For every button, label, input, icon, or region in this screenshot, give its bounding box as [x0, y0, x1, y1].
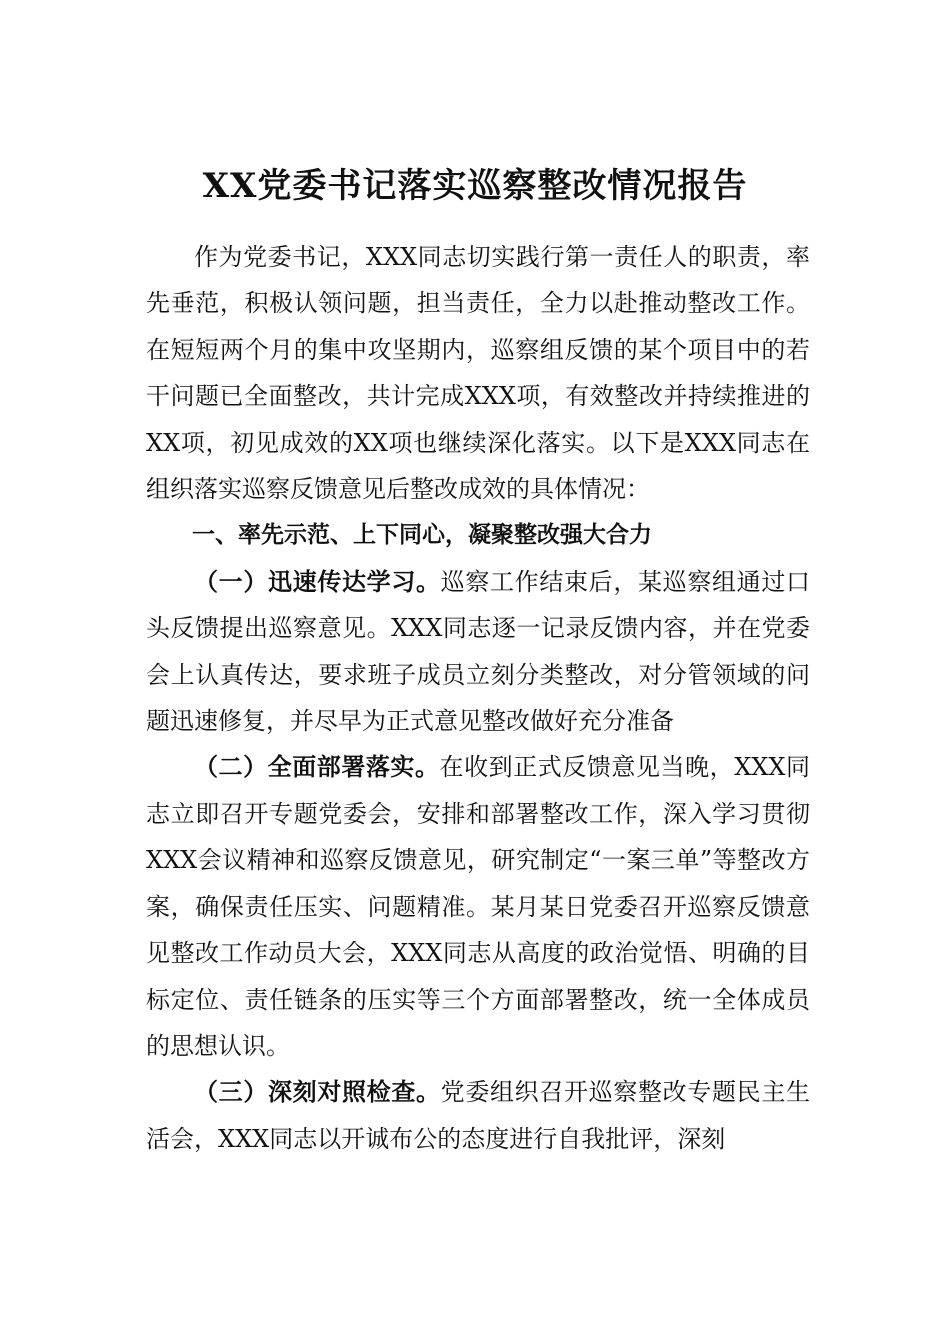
document-title: XX党委书记落实巡察整改情况报告 — [202, 166, 748, 206]
item-text-3: 党委组织召开巡察整改专题民主生活会，XXX同志以开诚布公的态度进行自我批评，深刻 — [146, 1078, 811, 1153]
item-lead-1: （一）迅速传达学习。 — [194, 566, 441, 596]
item-lead-2: （二）全面部署落实。 — [194, 752, 440, 782]
item-paragraph-1 — [146, 559, 810, 745]
item-paragraph-3 — [146, 1069, 810, 1162]
intro-paragraph: 作为党委书记，XXX同志切实践行第一责任人的职责，率先垂范，积极认领问题，担当责任，全力以赴推动整改工作。在短短两个月的集中攻坚期内，巡察组反馈的某个项目中的若干问题已全面整改，共计完成XXX项，有效整改并持续推进的XX项，初见成效的XX项也继续深化落实。以下是XXX同志在组织落实巡察反馈意见后整改成效的具体情况： — [146, 243, 810, 504]
item-lead-3: （三）深刻对照检查。 — [194, 1077, 441, 1107]
document-body — [146, 226, 810, 1162]
item-paragraph-2 — [146, 744, 810, 1069]
item-text-1: 巡察工作结束后，某巡察组通过口头反馈提出巡察意见。XXX同志逐一记录反馈内容，并在党委会上认真传达，要求班子成员立刻分类整改，对分管领域的问题迅速修复，并尽早为正式意见整改做好充分准备 — [146, 567, 811, 736]
item-text-2: 在收到正式反馈意见当晚，XXX同志立即召开专题党委会，安排和部署整改工作，深入学习贯彻XXX会议精神和巡察反馈意见，研究制定“一案三单”等整改方案，确保责任压实、问题精准。某月某日党委召开巡察反馈意见整改工作动员大会，XXX同志从高度的政治觉悟、明确的目标定位、责任链条的压实等三个方面部署整改，统一全体成员的思想认识。 — [146, 753, 811, 1060]
section-heading: 一、率先示范、上下同心，凝聚整改强大合力 — [192, 522, 652, 549]
